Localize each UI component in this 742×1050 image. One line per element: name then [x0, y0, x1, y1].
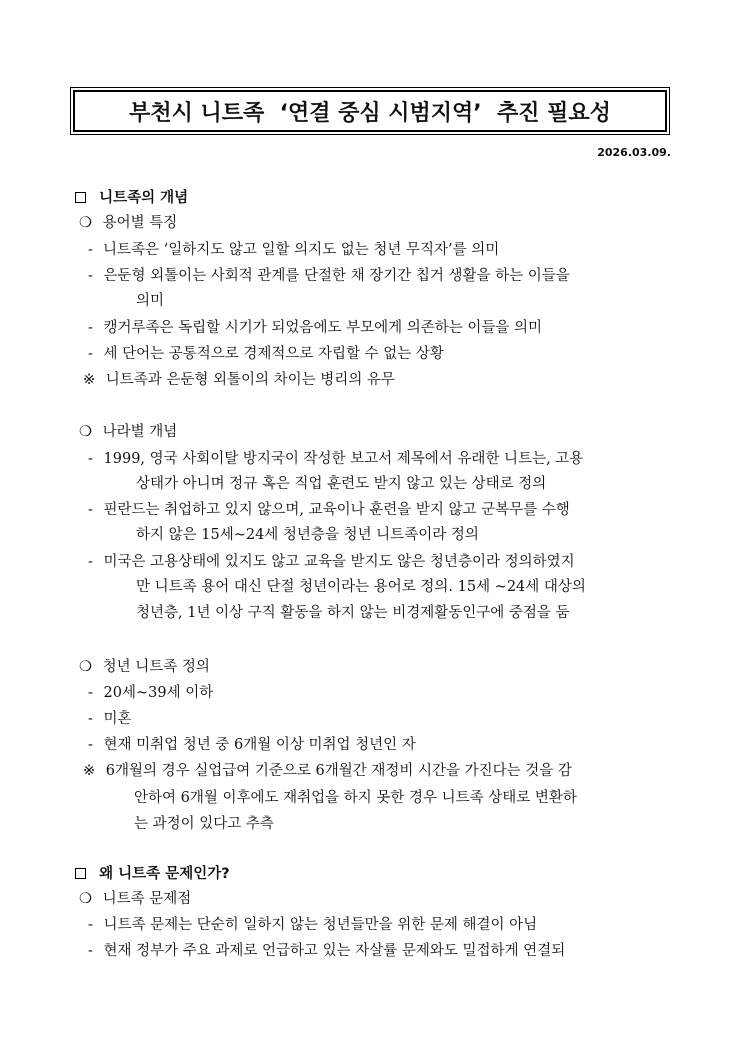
circle-bullet-icon: ❍ — [79, 891, 92, 907]
circle-bullet-icon: ❍ — [79, 659, 92, 675]
list-item-continuation: 상태가 아니며 정규 혹은 직업 훈련도 받지 않고 있는 상태로 정의 — [136, 476, 547, 492]
list-item — [88, 683, 213, 703]
list-item — [88, 709, 132, 729]
dash-marker: - — [88, 502, 93, 518]
subheading-4-text: 니트족 문제점 — [102, 891, 192, 907]
note-continuation: 안하여 6개월 이후에도 재취업을 하지 못한 경우 니트족 상태로 변환하 — [134, 790, 577, 806]
list-item — [88, 500, 570, 520]
list-item — [88, 735, 416, 755]
dash-marker: - — [88, 737, 93, 753]
circle-bullet-icon: ❍ — [79, 424, 92, 440]
list-item-text: 캥거루족은 독립할 시기가 되었음에도 부모에게 의존하는 이들을 의미 — [103, 320, 542, 336]
dash-marker: - — [88, 268, 93, 284]
list-item — [88, 552, 575, 572]
dash-marker: - — [88, 554, 93, 570]
list-item-text: 니트족 문제는 단순히 일하지 않는 청년들만을 위한 문제 해결이 아님 — [103, 917, 538, 933]
list-item-text: 니트족은 ‘일하지도 않고 일할 의지도 없는 청년 무직자’를 의미 — [103, 242, 500, 258]
list-item-text: 현재 미취업 청년 중 6개월 이상 미취업 청년인 자 — [103, 737, 416, 753]
dash-marker: - — [88, 943, 93, 959]
list-item — [88, 344, 444, 364]
list-item — [88, 266, 570, 286]
note-item — [83, 370, 395, 390]
list-item — [88, 318, 542, 338]
document-date: 2026.03.09. — [597, 146, 671, 159]
subheading-4 — [79, 889, 191, 909]
note-marker: ※ — [83, 372, 96, 388]
list-item-continuation: 만 니트족 용어 대신 단절 청년이라는 용어로 정의. 15세 ~24세 대상의 — [136, 579, 586, 595]
square-bullet-icon — [75, 868, 86, 879]
section-heading-2-text: 왜 니트족 문제인가? — [99, 866, 230, 882]
subheading-1-text: 용어별 특징 — [102, 215, 178, 231]
circle-bullet-icon: ❍ — [79, 215, 92, 231]
subheading-2-text: 나라별 개념 — [102, 424, 178, 440]
list-item-text: 세 단어는 공통적으로 경제적으로 자립할 수 없는 상황 — [103, 346, 444, 362]
note-text: 니트족과 은둔형 외톨이의 차이는 병리의 유무 — [105, 372, 395, 388]
list-item-continuation: 하지 않은 15세~24세 청년층을 청년 니트족이라 정의 — [136, 527, 479, 543]
note-continuation: 는 과정이 있다고 추측 — [134, 816, 274, 832]
list-item-text: 은둔형 외톨이는 사회적 관계를 단절한 채 장기간 칩거 생활을 하는 이들을 — [103, 268, 570, 284]
subheading-2 — [79, 422, 177, 442]
dash-marker: - — [88, 711, 93, 727]
list-item-text: 미혼 — [103, 711, 132, 727]
list-item-continuation: 의미 — [136, 293, 165, 309]
list-item-continuation: 청년층, 1년 이상 구직 활동을 하지 않는 비경제활동인구에 중점을 둠 — [136, 605, 570, 621]
document-title: 부천시 니트족 ‘연결 중심 시범지역’ 추진 필요성 — [73, 90, 667, 132]
list-item-text: 미국은 고용상태에 있지도 않고 교육을 받지도 않은 청년층이라 정의하였지 — [103, 554, 575, 570]
list-item-text: 1999, 영국 사회이탈 방지국이 작성한 보고서 제목에서 유래한 니트는, 고용 — [103, 451, 584, 467]
subheading-1 — [79, 213, 177, 233]
list-item — [88, 449, 583, 469]
dash-marker: - — [88, 451, 93, 467]
note-item — [83, 761, 572, 781]
dash-marker: - — [88, 320, 93, 336]
square-bullet-icon — [75, 192, 86, 203]
note-marker: ※ — [83, 763, 96, 779]
dash-marker: - — [88, 685, 93, 701]
list-item — [88, 915, 537, 935]
subheading-3-text: 청년 니트족 정의 — [102, 659, 210, 675]
list-item — [88, 240, 674, 260]
note-text: 6개월의 경우 실업급여 기준으로 6개월간 재정비 시간을 가진다는 것을 감 — [105, 763, 572, 779]
dash-marker: - — [88, 346, 93, 362]
subheading-3 — [79, 657, 210, 677]
list-item-text: 핀란드는 취업하고 있지 않으며, 교육이나 훈련을 받지 않고 군복무를 수행 — [103, 502, 570, 518]
list-item-text: 20세~39세 이하 — [103, 685, 214, 701]
section-heading-1 — [75, 188, 188, 208]
list-item-text: 현재 정부가 주요 과제로 언급하고 있는 자살률 문제와도 밀접하게 연결되 — [103, 943, 566, 959]
list-item — [88, 941, 565, 961]
section-heading-1-text: 니트족의 개념 — [99, 190, 189, 206]
section-heading-2 — [75, 864, 230, 884]
dash-marker: - — [88, 917, 93, 933]
title-box — [70, 87, 670, 135]
dash-marker: - — [88, 242, 93, 258]
